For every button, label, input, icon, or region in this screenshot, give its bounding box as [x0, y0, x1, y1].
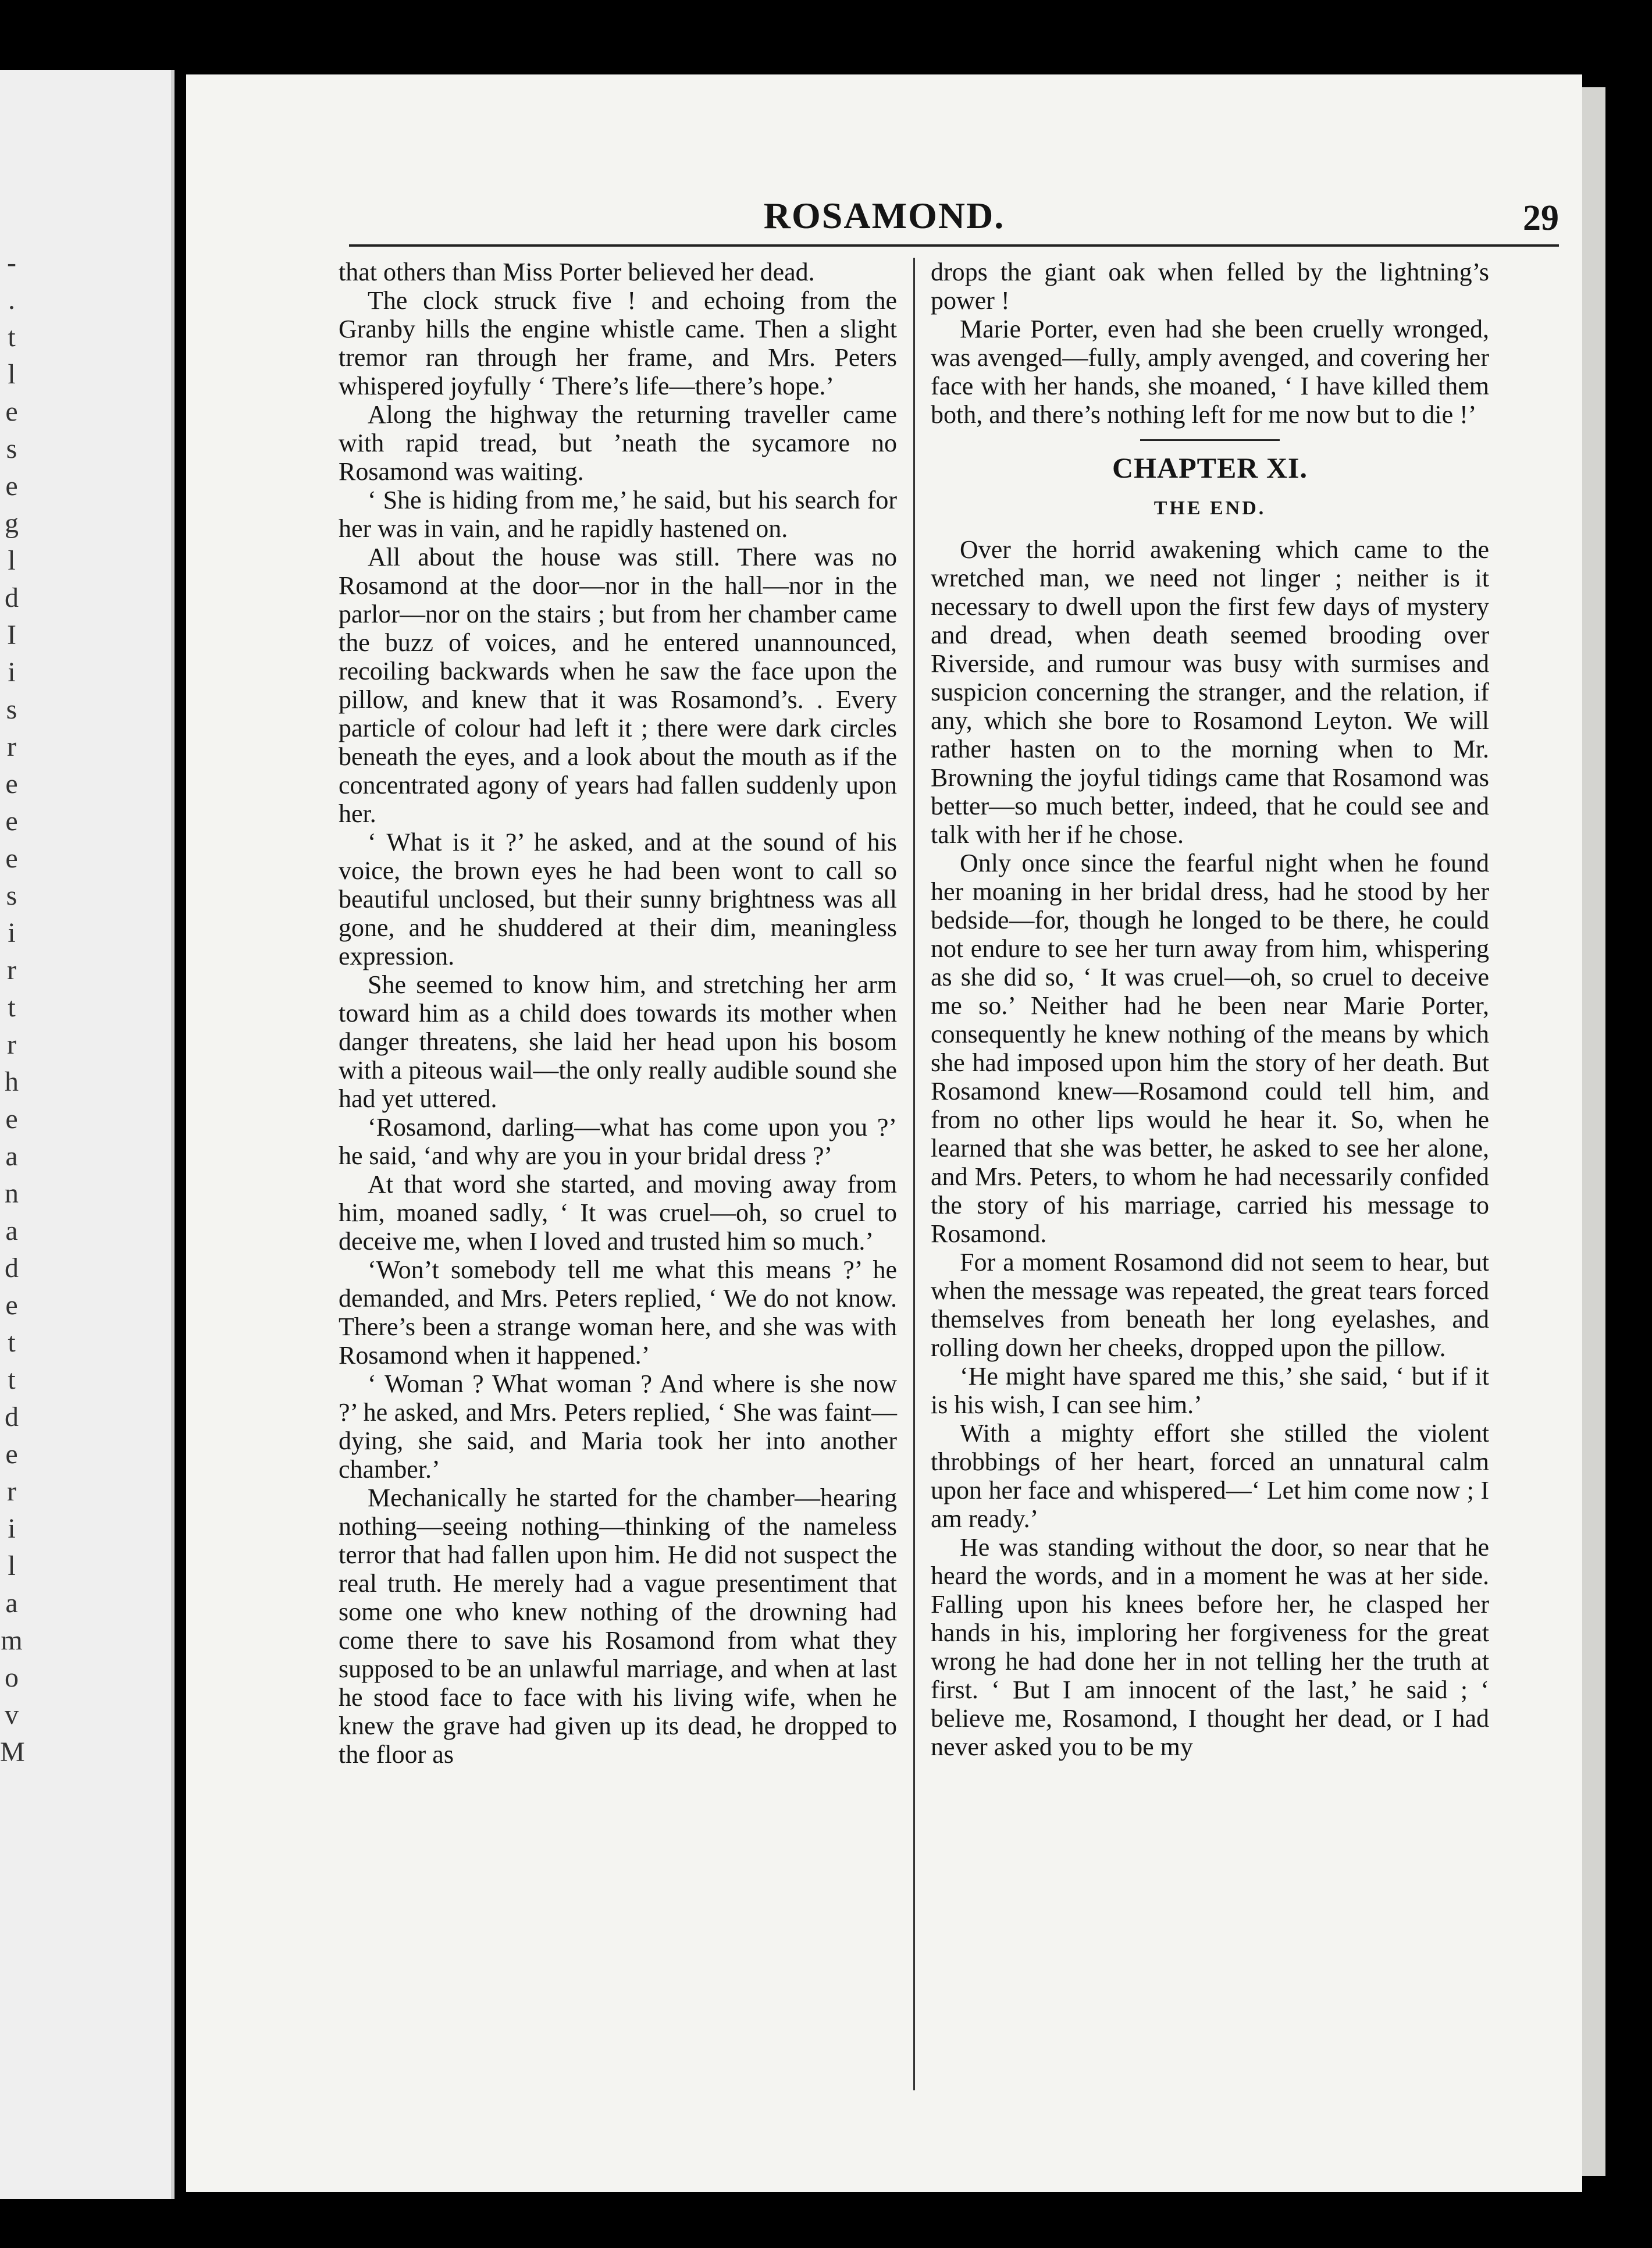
margin-fragment: t: [8, 322, 16, 353]
margin-fragment: e: [5, 1290, 18, 1321]
margin-fragment: t: [8, 1327, 16, 1358]
left-text-column: [339, 258, 897, 1769]
chapter-ten-ending: [931, 258, 1489, 429]
adjacent-page-text-fragments: [0, 244, 23, 1771]
margin-fragment: e: [5, 769, 18, 799]
margin-fragment: r: [7, 955, 16, 986]
book-page: [186, 74, 1582, 2192]
margin-fragment: l: [8, 1550, 16, 1581]
margin-fragment: o: [5, 1662, 19, 1693]
margin-fragment: g: [5, 508, 19, 539]
paragraph: For a moment Rosamond did not seem to hear, but when the message was repeated, the great tears forced themselves from beneath her long eyelashes, and rolling down her cheeks, dropped upon the pillow.: [931, 1248, 1489, 1362]
paragraph: The clock struck five ! and echoing from the Granby hills the engine whistle came. Then a slight tremor ran through her frame, and Mrs. Peters whispered joyfully ‘ There’s life—there’s hope.’: [339, 286, 897, 400]
chapter-subheading: THE END.: [1153, 497, 1266, 519]
chapter-rule: [1140, 439, 1280, 441]
margin-fragment: i: [8, 657, 16, 688]
margin-fragment: e: [5, 1104, 18, 1134]
margin-fragment: s: [6, 694, 17, 725]
paragraph: ‘He might have spared me this,’ she said, ‘ but if it is his wish, I can see him.’: [931, 1362, 1489, 1419]
paragraph: ‘ What is it ?’ he asked, and at the sound of his voice, the brown eyes he had been wont to call so beautiful unclosed, but their sunny brightness was all gone, and he shuddered at their dim, meaningless expression.: [339, 828, 897, 970]
margin-fragment: I: [7, 620, 16, 650]
margin-fragment: a: [5, 1588, 18, 1619]
margin-fragment: s: [6, 880, 17, 911]
paragraph: ‘Won’t somebody tell me what this means ?’ he demanded, and Mrs. Peters replied, ‘ We do not know. There’s been a strange woman here, and she was with Rosamond when it happened.’: [339, 1255, 897, 1370]
margin-fragment: v: [5, 1699, 19, 1730]
page-number: 29: [1523, 198, 1559, 238]
margin-fragment: t: [8, 1364, 16, 1395]
margin-fragment: r: [7, 731, 16, 762]
paragraph: At that word she started, and moving away from him, moaned sadly, ‘ It was cruel—oh, so cruel to deceive me, when I loved and trusted him so much.’: [339, 1170, 897, 1255]
paragraph: Along the highway the returning traveller came with rapid tread, but ’neath the sycamore no Rosamond was waiting.: [339, 400, 897, 486]
margin-fragment: e: [5, 806, 18, 837]
margin-fragment: M: [0, 1737, 25, 1767]
margin-fragment: d: [5, 1253, 19, 1283]
margin-fragment: e: [5, 471, 18, 501]
running-title: ROSAMOND.: [763, 195, 1005, 236]
margin-fragment: e: [5, 1439, 18, 1470]
margin-fragment: m: [1, 1625, 23, 1656]
paragraph: ‘ She is hiding from me,’ he said, but his search for her was in vain, and he rapidly hastened on.: [339, 486, 897, 543]
paragraph: ‘ Woman ? What woman ? And where is she now ?’ he asked, and Mrs. Peters replied, ‘ She was faint—dying, she said, and Maria took her into another chamber.’: [339, 1370, 897, 1484]
adjacent-page-edge: [171, 70, 175, 2199]
margin-fragment: a: [5, 1215, 18, 1246]
paragraph: drops the giant oak when felled by the lightning’s power !: [931, 258, 1489, 315]
paragraph: Marie Porter, even had she been cruelly wronged, was avenged—fully, amply avenged, and covering her face with her hands, she moaned, ‘ I have killed them both, and there’s nothing left for me now but to die !’: [931, 315, 1489, 429]
column-divider: [913, 258, 915, 2090]
paragraph: that others than Miss Porter believed her dead.: [339, 258, 815, 286]
margin-fragment: d: [5, 1402, 19, 1432]
chapter-heading: CHAPTER XI.: [1112, 451, 1308, 484]
paragraph: Over the horrid awakening which came to the wretched man, we need not linger ; neither is it necessary to dwell upon the first few days of mystery and dread, when death seemed brooding over Riverside, and rumour was busy with surmises and suspicion concerning the stranger, and the relation, if any, which she bore to Rosamond Leyton. We will rather hasten on to the morning when to Mr. Browning the joyful tidings came that Rosamond was better—so much better, indeed, that he could see and talk with her if he chose.: [931, 535, 1489, 849]
running-header: [349, 188, 1559, 252]
paragraph: He was standing without the door, so near that he heard the words, and in a moment he was at her side. Falling upon his knees before her, he clasped her hands in his, imploring her forgiveness for the great wrong he had done her in not telling her the truth at first. ‘ But I am innocent of the last,’ he said ; ‘ believe me, Rosamond, I thought her dead, or I had never asked you to be my: [931, 1533, 1489, 1761]
paragraph: She seemed to know him, and stretching her arm toward him as a child does towards its mother when danger threatens, she laid her head upon his bosom with a piteous wail—the only really audible sound she had yet uttered.: [339, 970, 897, 1113]
margin-fragment: .: [8, 284, 15, 315]
margin-fragment: t: [8, 992, 16, 1023]
margin-fragment: a: [5, 1141, 18, 1172]
margin-fragment: e: [5, 843, 18, 874]
margin-fragment: i: [8, 917, 16, 948]
margin-fragment: e: [5, 396, 18, 427]
paragraph: ‘Rosamond, darling—what has come upon you ?’ he said, ‘and why are you in your bridal dress ?’: [339, 1113, 897, 1170]
paragraph: Only once since the fearful night when he found her moaning in her bridal dress, had he stood by her bedside—for, though he longed to be there, he could not endure to see her turn away from him, whispering as she did so, ‘ It was cruel—oh, so cruel to deceive me so.’ Neither had he been near Marie Porter, consequently he knew nothing of the means by which she had imposed upon him the story of her death. But Rosamond knew—Rosamond could tell him, and from no other lips would he hear it. So, when he learned that she was better, he asked to see her alone, and Mrs. Peters, to whom he had necessarily confided the story of his marriage, carried his message to Rosamond.: [931, 849, 1489, 1248]
paragraph: All about the house was still. There was no Rosamond at the door—nor in the hall—nor in the parlor—nor on the stairs ; but from her chamber came the buzz of voices, and he entered unannounced, recoiling backwards when he saw the face upon the pillow, and knew that it was Rosamond’s. . Every particle of colour had left it ; there were dark circles beneath the eyes, and a look about the mouth as if the concentrated agony of years had fallen suddenly upon her.: [339, 543, 897, 828]
margin-fragment: l: [8, 359, 16, 390]
margin-fragment: s: [6, 433, 17, 464]
margin-fragment: r: [7, 1029, 16, 1060]
right-text-column: [931, 258, 1489, 1761]
margin-fragment: -: [7, 247, 16, 278]
margin-fragment: l: [8, 545, 16, 576]
chapter-eleven-body: [931, 535, 1489, 1761]
margin-fragment: h: [5, 1066, 19, 1097]
paragraph: With a mighty effort she stilled the violent throbbings of her heart, forced an unnatural calm upon her face and whispered—‘ Let him come now ; I am ready.’: [931, 1419, 1489, 1533]
margin-fragment: r: [7, 1476, 16, 1507]
header-rule: [349, 244, 1559, 247]
margin-fragment: i: [8, 1513, 16, 1544]
margin-fragment: n: [5, 1178, 19, 1209]
page-stack-shadow: [1582, 87, 1605, 2176]
adjacent-page: [0, 70, 175, 2199]
margin-fragment: d: [5, 582, 19, 613]
paragraph: Mechanically he started for the chamber—hearing nothing—seeing nothing—thinking of the nameless terror that had fallen upon him. He did not suspect the real truth. He merely had a vague presentiment that some one who knew nothing of the drowning had come there to save his Rosamond from what they supposed to be an unlawful marriage, and when at last he stood face to face with his living wife, when he knew the grave had given up its dead, he dropped to the floor as: [339, 1484, 897, 1769]
